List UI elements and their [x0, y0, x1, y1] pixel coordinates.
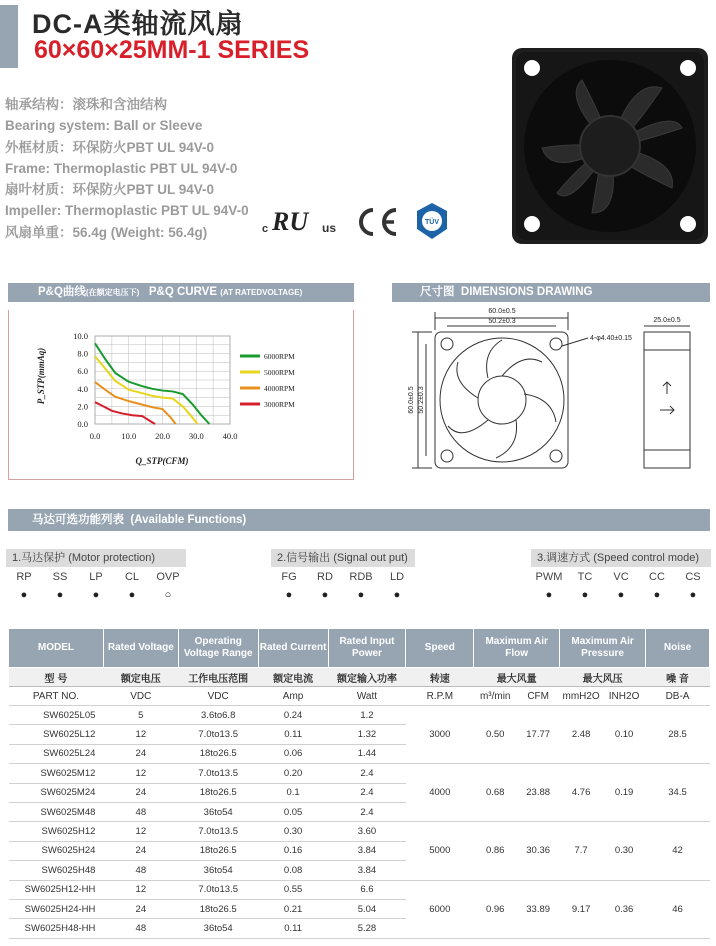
function-mark: ● [321, 589, 329, 601]
value-cell: 24 [103, 744, 178, 763]
group-value-cell: 0.19 [603, 764, 646, 822]
model-cell: SW6025H24 [9, 841, 104, 860]
model-cell: SW6025H48-HH [9, 919, 104, 938]
function-label: OVP [156, 571, 180, 583]
unit-cell: R.P.M [406, 687, 474, 706]
tuv-logo [413, 202, 451, 240]
functions-header [8, 509, 710, 531]
dim-section-header [392, 283, 710, 302]
header-speed: Speed [406, 629, 474, 668]
group-value-cell: 3000 [406, 706, 474, 764]
value-cell: 5.04 [328, 899, 406, 918]
value-cell: 0.08 [258, 861, 328, 880]
spec-line: 轴承结构：滚珠和含油结构 [5, 97, 167, 112]
value-cell: 0.20 [258, 764, 328, 783]
group-value-cell: 17.77 [517, 706, 560, 764]
x-tick-label: 0.0 [89, 431, 101, 441]
function-mark: ● [285, 589, 293, 601]
value-cell: 5.28 [328, 919, 406, 938]
model-cell: SW6025H12-HH [9, 880, 104, 899]
header-cn: 额定电流 [258, 668, 328, 687]
table-row [9, 764, 710, 783]
x-tick-label: 40.0 [222, 431, 238, 441]
header-cn: 最大风量 [474, 668, 560, 687]
y-tick-label: 2.0 [77, 401, 88, 412]
group-value-cell: 28.5 [646, 706, 710, 764]
group-value-cell: 0.50 [474, 706, 517, 764]
group-value-cell: 0.68 [474, 764, 517, 822]
value-cell: 7.0to13.5 [178, 764, 258, 783]
header-rated-current: Rated Current [258, 629, 328, 668]
function-mark: ● [653, 589, 661, 601]
table-row [9, 880, 710, 899]
dim-depth: 25.0±0.5 [653, 317, 681, 324]
model-cell: SW6025H48 [9, 861, 104, 880]
group-value-cell: 6000 [406, 880, 474, 938]
function-mark: ● [581, 589, 589, 601]
function-group-header: 2.信号输出 (Signal out put) [271, 549, 415, 567]
value-cell: 36to54 [178, 861, 258, 880]
y-tick-label: 10.0 [73, 331, 88, 341]
value-cell: 48 [103, 919, 178, 938]
function-label: VC [613, 571, 629, 583]
dim-en-label: DIMENSIONS DRAWING [460, 286, 593, 298]
value-cell: 2.4 [328, 783, 406, 802]
y-tick-label: 8.0 [77, 348, 88, 359]
spec-line: Impeller: Thermoplastic PBT UL 94V-0 [5, 203, 249, 219]
value-cell: 48 [103, 861, 178, 880]
value-cell: 24 [103, 841, 178, 860]
value-cell: 1.2 [328, 706, 406, 725]
function-mark: ● [20, 589, 28, 601]
unit-cell: mmH2O [560, 687, 603, 706]
pq-chart [8, 310, 354, 480]
group-value-cell: 0.30 [603, 822, 646, 880]
header-model: MODEL [9, 629, 104, 668]
header-cn: 噪 音 [646, 668, 710, 687]
value-cell: 1.32 [328, 725, 406, 744]
legend-label: 3000RPM [264, 400, 295, 409]
legend-label: 6000RPM [264, 352, 295, 361]
group-value-cell: 46 [646, 880, 710, 938]
function-label: FG [281, 571, 297, 583]
unit-cell: Watt [328, 687, 406, 706]
model-cell: SW6025L24 [9, 744, 104, 763]
group-value-cell: 0.36 [603, 880, 646, 938]
unit-cell: INH2O [603, 687, 646, 706]
function-label: RP [16, 571, 32, 583]
function-label: CL [124, 571, 140, 583]
unit-cell: VDC [103, 687, 178, 706]
model-cell: SW6025L05 [9, 706, 104, 725]
header-rated-voltage: Rated Voltage [103, 629, 178, 668]
y-tick-label: 6.0 [77, 366, 88, 377]
value-cell: 0.30 [258, 822, 328, 841]
function-mark: ● [393, 589, 401, 601]
header-cn: 工作电压范围 [178, 668, 258, 687]
value-cell: 3.60 [328, 822, 406, 841]
series-line-4000rpm [95, 382, 176, 424]
dim-height: 60.0±0.5 [408, 386, 415, 414]
table-header-row [9, 629, 710, 668]
unit-cell: m³/min [474, 687, 517, 706]
model-cell: SW6025M24 [9, 783, 104, 802]
value-cell: 5 [103, 706, 178, 725]
value-cell: 3.84 [328, 861, 406, 880]
function-label: CS [685, 571, 701, 583]
group-value-cell: 34.5 [646, 764, 710, 822]
value-cell: 18to26.5 [178, 783, 258, 802]
group-value-cell: 4.76 [560, 764, 603, 822]
model-cell: SW6025L12 [9, 725, 104, 744]
unit-cell: PART NO. [9, 687, 104, 706]
ce-logo [356, 206, 402, 238]
value-cell: 3.6to6.8 [178, 706, 258, 725]
model-cell: SW6025M48 [9, 802, 104, 821]
unit-cell: DB-A [646, 687, 710, 706]
dim-inner-height: 50.2±0.3 [418, 386, 425, 414]
function-group-signal [271, 549, 415, 601]
dim-width: 60.0±0.5 [488, 308, 516, 315]
value-cell: 0.55 [258, 880, 328, 899]
svg-text:us: us [322, 221, 337, 235]
value-cell: 2.4 [328, 802, 406, 821]
model-cell: SW6025M12 [9, 764, 104, 783]
value-cell: 36to54 [178, 919, 258, 938]
spec-table [8, 628, 710, 939]
value-cell: 0.24 [258, 706, 328, 725]
value-cell: 48 [103, 802, 178, 821]
value-cell: 18to26.5 [178, 841, 258, 860]
legend-label: 4000RPM [264, 384, 295, 393]
header-cn: 额定输入功率 [328, 668, 406, 687]
spec-line: 外框材质：环保防火PBT UL 94V-0 [5, 139, 215, 155]
value-cell: 0.11 [258, 919, 328, 938]
page-title: DC-A类轴流风扇 [32, 9, 244, 39]
unit-cell: CFM [517, 687, 560, 706]
function-group-motor [6, 549, 186, 601]
svg-text:TÜV: TÜV [425, 219, 439, 226]
pq-en-small: (AT RATEDVOLTAGE) [220, 288, 303, 297]
unit-cell: Amp [258, 687, 328, 706]
group-value-cell: 4000 [406, 764, 474, 822]
table-header-cn-row [9, 668, 710, 687]
value-cell: 0.06 [258, 744, 328, 763]
group-value-cell: 9.17 [560, 880, 603, 938]
value-cell: 2.4 [328, 764, 406, 783]
dim-inner-width: 50.2±0.3 [488, 318, 516, 325]
pq-section-header [8, 283, 354, 302]
group-value-cell: 33.89 [517, 880, 560, 938]
dim-cn-label: 尺寸图 [420, 286, 455, 298]
value-cell: 24 [103, 899, 178, 918]
function-label: LP [89, 571, 103, 583]
header-cn: 型 号 [9, 668, 104, 687]
function-mark: ● [357, 589, 365, 601]
series-title: 60×60×25MM-1 SERIES [34, 36, 310, 64]
svg-text:c: c [262, 223, 269, 235]
table-row [9, 706, 710, 725]
value-cell: 0.16 [258, 841, 328, 860]
group-value-cell: 0.10 [603, 706, 646, 764]
function-label: RD [317, 571, 333, 583]
pq-cn-small: (在额定电压下) [85, 288, 140, 297]
function-mark: ● [128, 589, 136, 601]
model-cell: SW6025H24-HH [9, 899, 104, 918]
value-cell: 12 [103, 880, 178, 899]
value-cell: 18to26.5 [178, 744, 258, 763]
x-tick-label: 10.0 [121, 431, 137, 441]
x-tick-label: 20.0 [155, 431, 170, 441]
function-mark: ● [617, 589, 625, 601]
group-value-cell: 30.36 [517, 822, 560, 880]
y-tick-label: 4.0 [77, 383, 88, 394]
value-cell: 12 [103, 725, 178, 744]
function-label: CC [649, 571, 665, 583]
value-cell: 7.0to13.5 [178, 725, 258, 744]
x-axis-label: Q_STP(CFM) [135, 456, 189, 466]
value-cell: 7.0to13.5 [178, 822, 258, 841]
header-air-pressure: Maximum Air Pressure [560, 629, 646, 668]
dimension-drawing [392, 302, 710, 486]
function-group-header: 3.调速方式 (Speed control mode) [531, 549, 711, 567]
spec-list [5, 94, 249, 243]
function-mark: ● [545, 589, 553, 601]
group-value-cell: 5000 [406, 822, 474, 880]
spec-line: 风扇单重：56.4g (Weight: 56.4g) [5, 224, 208, 240]
function-label: TC [577, 571, 593, 583]
value-cell: 0.1 [258, 783, 328, 802]
value-cell: 0.21 [258, 899, 328, 918]
fan-photo [512, 48, 708, 244]
dim-hole: 4-φ4.40±0.15 [590, 335, 632, 342]
group-value-cell: 23.88 [517, 764, 560, 822]
value-cell: 24 [103, 783, 178, 802]
header-operating-voltage: Operating Voltage Range [178, 629, 258, 668]
header-noise: Noise [646, 629, 710, 668]
svg-text:RU: RU [272, 207, 309, 236]
legend-label: 5000RPM [264, 368, 295, 377]
function-label: LD [389, 571, 405, 583]
model-cell: SW6025H12 [9, 822, 104, 841]
function-label: SS [52, 571, 68, 583]
value-cell: 0.05 [258, 802, 328, 821]
spec-line: 扇叶材质：环保防火PBT UL 94V-0 [5, 182, 215, 198]
y-tick-label: 0.0 [77, 419, 88, 429]
pq-en-label: P&Q CURVE [148, 286, 218, 298]
value-cell: 3.84 [328, 841, 406, 860]
value-cell: 36to54 [178, 802, 258, 821]
value-cell: 0.11 [258, 725, 328, 744]
header-input-power: Rated Input Power [328, 629, 406, 668]
unit-cell: VDC [178, 687, 258, 706]
spec-line: Frame: Thermoplastic PBT UL 94V-0 [5, 160, 238, 176]
function-group-speed [531, 549, 711, 601]
value-cell: 12 [103, 764, 178, 783]
header-cn: 额定电压 [103, 668, 178, 687]
function-label: PWM [535, 571, 563, 583]
function-mark: ○ [164, 589, 172, 601]
functions-title-en: (Available Functions) [130, 514, 247, 526]
function-mark: ● [56, 589, 64, 601]
value-cell: 12 [103, 822, 178, 841]
group-value-cell: 7.7 [560, 822, 603, 880]
table-units-row [9, 687, 710, 706]
group-value-cell: 0.96 [474, 880, 517, 938]
function-mark: ● [689, 589, 697, 601]
table-row [9, 822, 710, 841]
function-group-header: 1.马达保护 (Motor protection) [6, 549, 186, 567]
y-axis-label: P_STP(mmAq) [36, 347, 46, 405]
group-value-cell: 0.86 [474, 822, 517, 880]
header-air-flow: Maximum Air Flow [474, 629, 560, 668]
group-value-cell: 42 [646, 822, 710, 880]
header-cn: 最大风压 [560, 668, 646, 687]
pq-cn-label: P&Q曲线 [38, 286, 86, 298]
header-cn: 转速 [406, 668, 474, 687]
group-value-cell: 2.48 [560, 706, 603, 764]
functions-title-cn: 马达可选功能列表 [32, 514, 124, 526]
value-cell: 6.6 [328, 880, 406, 899]
value-cell: 18to26.5 [178, 899, 258, 918]
value-cell: 1.44 [328, 744, 406, 763]
value-cell: 7.0to13.5 [178, 880, 258, 899]
ul-logo [262, 204, 346, 238]
function-label: RDB [349, 571, 373, 583]
x-tick-label: 30.0 [188, 431, 204, 441]
function-mark: ● [92, 589, 100, 601]
spec-line: Bearing system: Ball or Sleeve [5, 118, 203, 134]
title-accent-bar [0, 5, 18, 68]
